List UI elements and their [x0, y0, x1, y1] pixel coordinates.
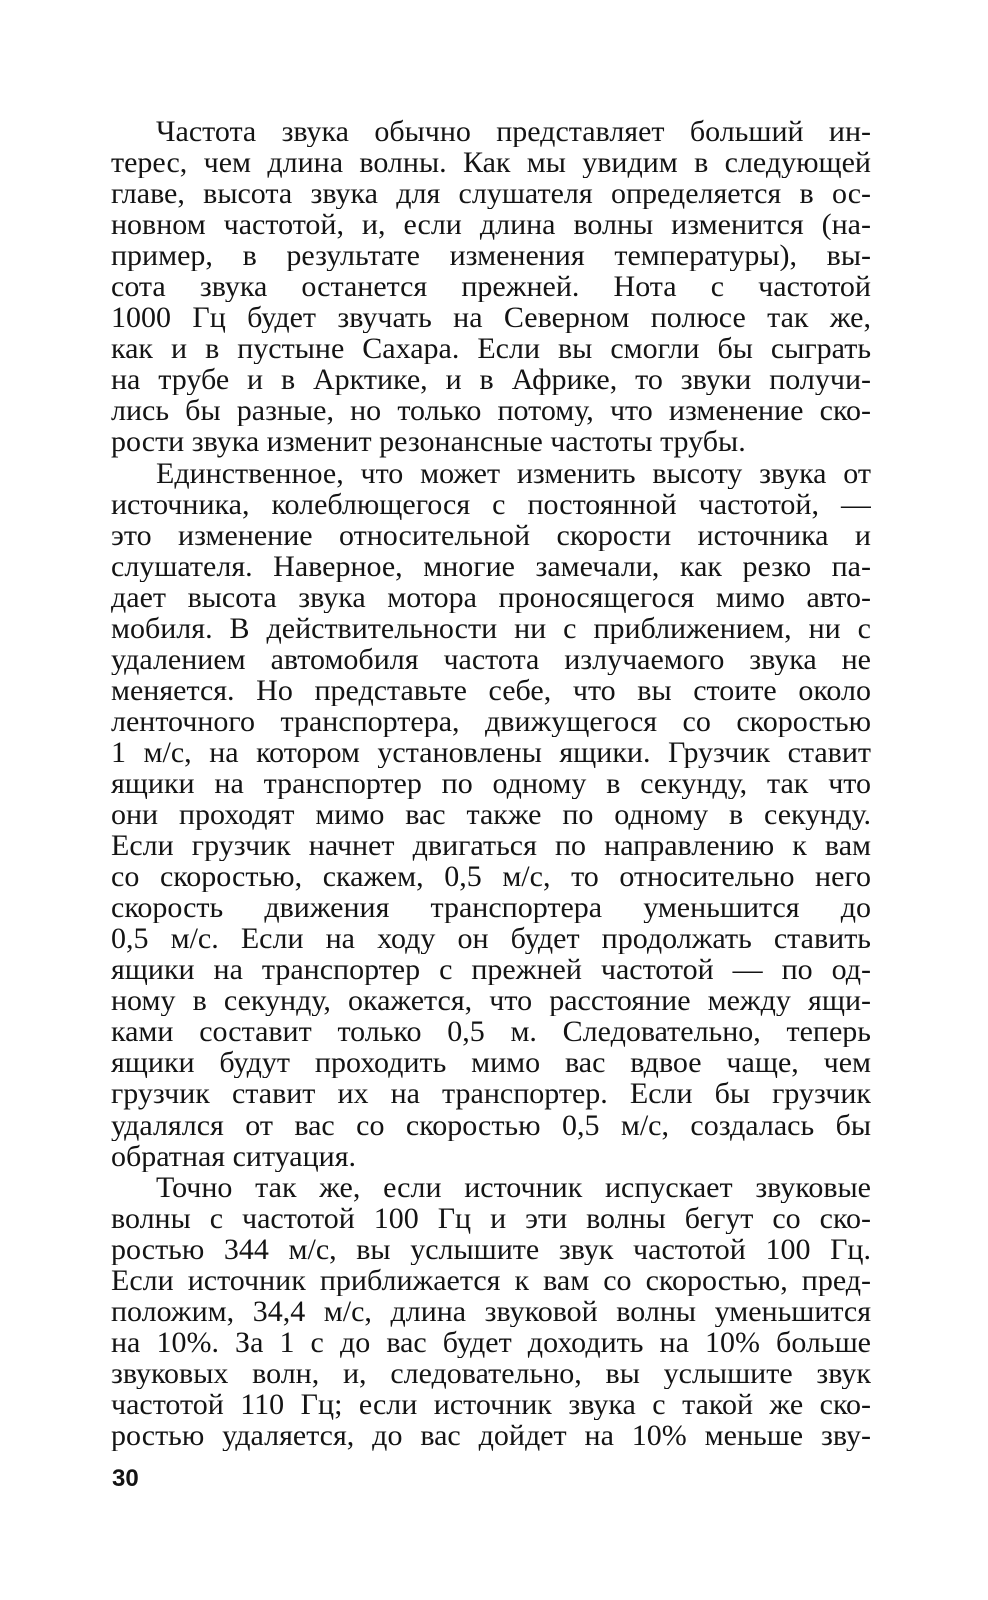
text-line: слушателя. Наверное, многие замечали, как резко па- — [111, 550, 871, 582]
text-line: 1 м/с, на котором установлены ящики. Грузчик ставит — [111, 736, 871, 768]
text-line: удалением автомобиля частота излучаемого звука не — [111, 643, 871, 675]
text-line: пример, в результате изменения температуры), вы- — [111, 240, 871, 272]
text-line: Если грузчик начнет двигаться по направлению к вам — [111, 830, 871, 862]
text-line: как и в пустыне Сахара. Если вы смогли бы сыграть — [111, 333, 871, 365]
text-line: волны с частотой 100 Гц и эти волны бегут со ско- — [111, 1202, 871, 1234]
text-line: на трубе и в Арктике, и в Африке, то звуки получи- — [111, 364, 871, 396]
text-line: удалялся от вас со скоростью 0,5 м/с, создалась бы — [111, 1109, 871, 1141]
text-line: 1000 Гц будет звучать на Северном полюсе так же, — [111, 302, 871, 334]
paragraph-3 — [111, 1172, 871, 1451]
text-line: 0,5 м/с. Если на ходу он будет продолжать ставить — [111, 923, 871, 955]
text-line: главе, высота звука для слушателя определяется в ос- — [111, 178, 871, 210]
text-line: частотой 110 Гц; если источник звука с такой же ско- — [111, 1388, 871, 1420]
text-line: Частота звука обычно представляет больший ин- — [156, 116, 871, 148]
paragraph-1 — [111, 116, 871, 458]
text-line: ленточного транспортера, движущегося со скоростью — [111, 705, 871, 737]
text-line: сота звука останется прежней. Нота с частотой — [111, 271, 871, 303]
text-line: на 10%. За 1 с до вас будет доходить на 10% больше — [111, 1326, 871, 1358]
text-line: ному в секунду, окажется, что расстояние между ящи- — [111, 985, 871, 1017]
text-line: скорость движения транспортера уменьшится до — [111, 892, 871, 924]
paragraph-2 — [111, 458, 871, 1172]
text-line: ками составит только 0,5 м. Следовательно, теперь — [111, 1016, 871, 1048]
text-line: ростью удаляется, до вас дойдет на 10% меньше зву- — [111, 1419, 871, 1452]
text-line: лись бы разные, но только потому, что изменение ско- — [111, 395, 871, 427]
text-line: со скоростью, скажем, 0,5 м/с, то относительно него — [111, 861, 871, 893]
text-line: положим, 34,4 м/с, длина звуковой волны уменьшится — [111, 1295, 871, 1327]
text-line: ростью 344 м/с, вы услышите звук частотой 100 Гц. — [111, 1233, 871, 1265]
text-line: звуковых волн, и, следовательно, вы услышите звук — [111, 1357, 871, 1389]
text-line: это изменение относительной скорости источника и — [111, 519, 871, 551]
body-text — [111, 116, 871, 1451]
text-line: новном частотой, и, если длина волны изменится (на- — [111, 209, 871, 241]
text-line: ящики на транспортер с прежней частотой — по од- — [111, 954, 871, 986]
text-line: дает высота звука мотора проносящегося мимо авто- — [111, 581, 871, 613]
text-line: источника, колеблющегося с постоянной частотой, — — [111, 488, 871, 520]
text-line: Если источник приближается к вам со скоростью, пред- — [111, 1264, 871, 1296]
text-line: Точно так же, если источник испускает звуковые — [156, 1171, 871, 1203]
text-line: терес, чем длина волны. Как мы увидим в следующей — [111, 147, 871, 179]
text-line: обратная ситуация. — [111, 1140, 356, 1172]
text-line: рости звука изменит резонансные частоты трубы. — [111, 426, 746, 458]
text-line: ящики будут проходить мимо вас вдвое чаще, чем — [111, 1047, 871, 1079]
page-number: 30 — [112, 1465, 139, 1492]
text-line: они проходят мимо вас также по одному в секунду. — [111, 799, 871, 831]
text-line: ящики на транспортер по одному в секунду, так что — [111, 767, 871, 800]
text-line: мобиля. В действительности ни с приближением, ни с — [111, 612, 871, 644]
text-line: меняется. Но представьте себе, что вы стоите около — [111, 674, 871, 706]
text-line: грузчик ставит их на транспортер. Если бы грузчик — [111, 1078, 871, 1110]
text-line: Единственное, что может изменить высоту звука от — [156, 457, 871, 489]
